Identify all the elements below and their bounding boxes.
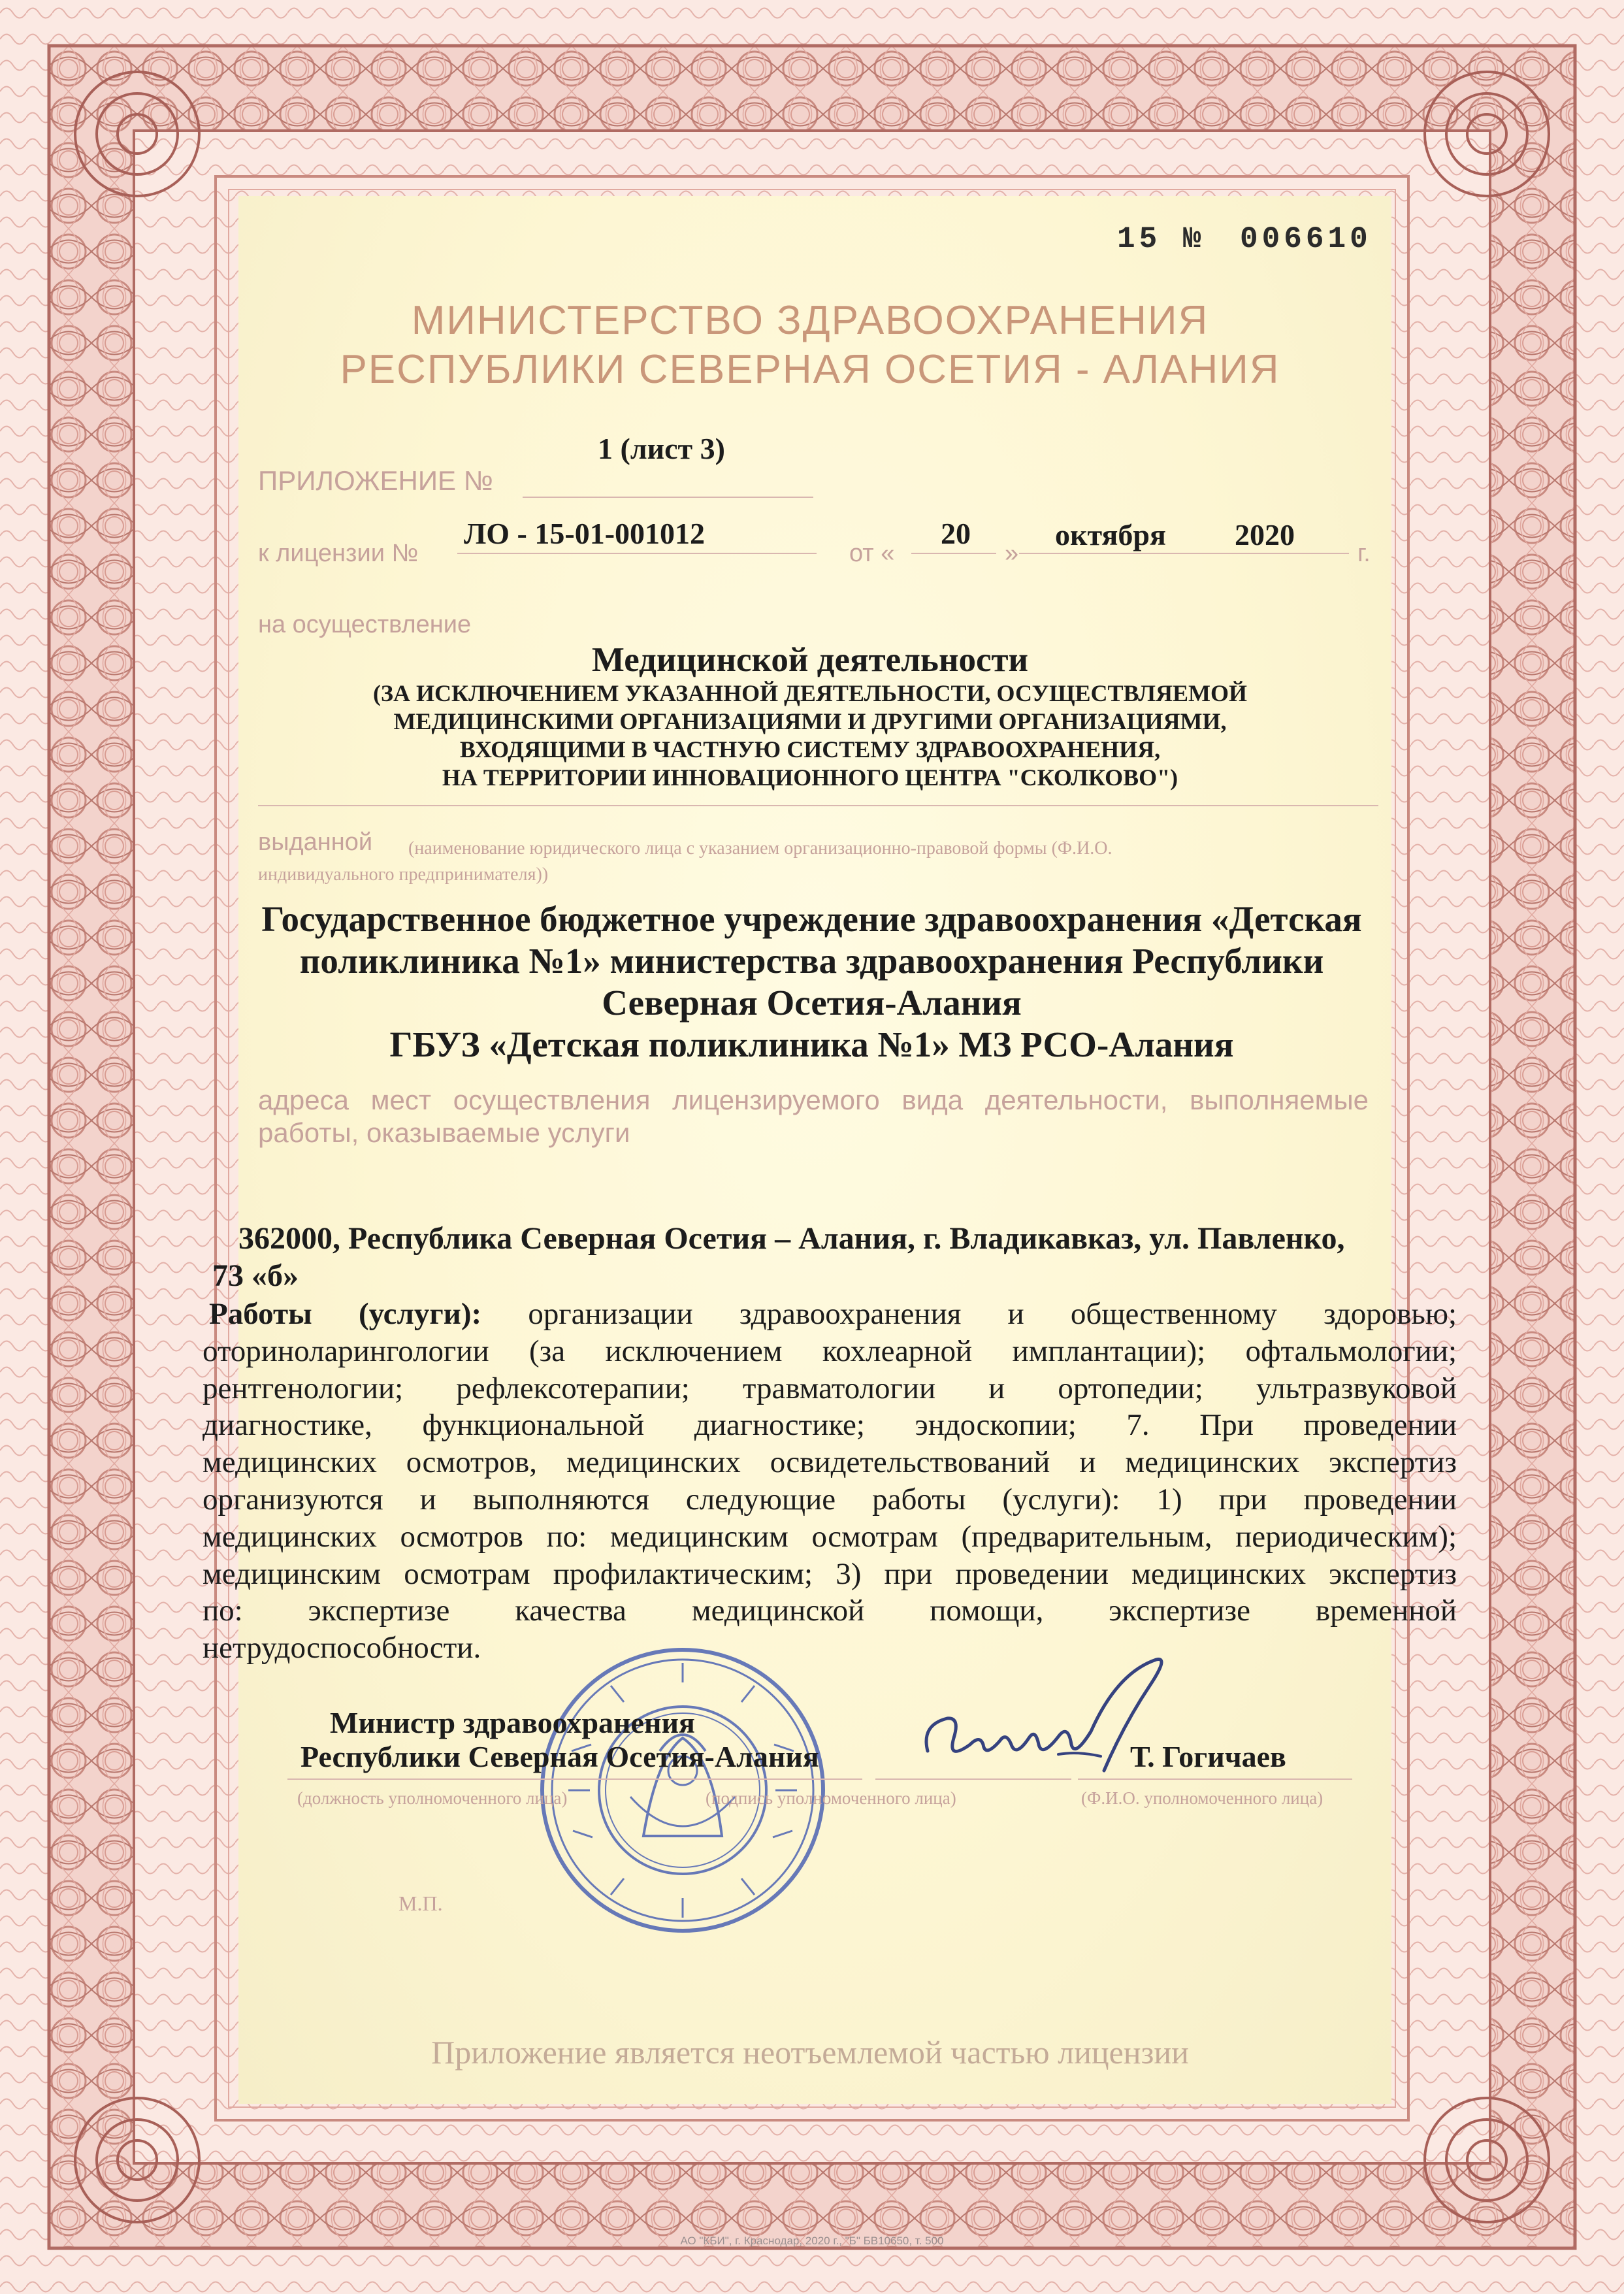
signature-hint: (подпись уполномоченного лица) (706, 1788, 956, 1808)
organization-name-line: поликлиника №1» министерства здравоохранения Республики (299, 941, 1324, 981)
license-label: к лицензии № (258, 540, 419, 567)
license-quote-close: » (1005, 540, 1019, 567)
license-number: ЛО - 15-01-001012 (464, 517, 706, 550)
stamp-place-label: М.П. (398, 1892, 443, 1915)
annex-footer-note: Приложение является неотъемлемой частью лицензии (431, 2034, 1189, 2071)
license-day-underline (911, 553, 996, 554)
activity-label: на осуществление (258, 611, 472, 638)
addresses-label-line-2: работы, оказываемые услуги (258, 1117, 630, 1148)
activity-scope-line: МЕДИЦИНСКИМИ ОРГАНИЗАЦИЯМИ И ДРУГИМИ ОРГАНИЗАЦИЯМИ, (393, 708, 1227, 734)
license-day: 20 (941, 517, 971, 550)
works-line: рентгенологии; рефлексотерапии; травматологии и ортопедии; ультразвуковой (203, 1371, 1457, 1405)
activity-scope-line: ВХОДЯЩИМИ В ЧАСТНУЮ СИСТЕМУ ЗДРАВООХРАНЕНИЯ, (459, 736, 1161, 762)
works-line: Работы (услуги): организации здравоохранения и общественному здоровью; (209, 1297, 1457, 1331)
organization-name-line: Северная Осетия-Алания (602, 983, 1022, 1023)
works-line: нетрудоспособности. (203, 1631, 481, 1665)
ministry-header-line-2: РЕСПУБЛИКИ СЕВЕРНАЯ ОСЕТИЯ - АЛАНИЯ (340, 347, 1280, 392)
issued-hint-line-2: индивидуального предпринимателя)) (258, 864, 549, 885)
license-from-label: от « (849, 540, 895, 567)
annex-underline (523, 497, 813, 498)
issued-hint-line-1: (наименование юридического лица с указанием организационно-правовой формы (Ф.И.О. (408, 838, 1112, 859)
license-number-underline (457, 553, 817, 554)
serial-series: 15 (1117, 222, 1161, 256)
works-line: диагностике, функциональной диагностике; эндоскопии; 7. При проведении (203, 1408, 1457, 1443)
form-serial-number (1117, 222, 1372, 256)
works-line: по: экспертизе качества медицинской помощи, экспертизе временной (203, 1594, 1457, 1628)
license-month: октября (1055, 518, 1166, 551)
activity-scope-line: (ЗА ИСКЛЮЧЕНИЕМ УКАЗАННОЙ ДЕЯТЕЛЬНОСТИ, ОСУЩЕСТВЛЯЕМОЙ (373, 680, 1247, 706)
address-line-2: 73 «б» (212, 1258, 299, 1293)
works-list (203, 1296, 1457, 1667)
works-line: оториноларингологии (за исключением кохлеарной имплантации); офтальмологии; (203, 1334, 1457, 1368)
signatory-name: Т. Гогичаев (1130, 1740, 1286, 1773)
works-line: медицинских осмотров по: медицинским осмотрам (предварительным, периодическим); (203, 1519, 1457, 1554)
license-date-underline (1019, 553, 1349, 554)
handwritten-signature (908, 1647, 1195, 1797)
position-hint: (должность уполномоченного лица) (297, 1788, 568, 1808)
license-year: 2020 (1235, 518, 1295, 551)
printer-imprint: АО "КБИ", г. Краснодар, 2020 г., "Б" БВ10650, т. 500 (680, 2235, 944, 2247)
signatory-position-line-1: Министр здравоохранения (330, 1706, 695, 1739)
activity-title: Медицинской деятельности (591, 641, 1029, 679)
works-label: Работы (услуги): (209, 1297, 482, 1331)
works-line: медицинских осмотров, медицинских освидетельствований и медицинских экспертиз (203, 1445, 1457, 1480)
activity-underline (258, 805, 1378, 806)
activity-scope-line: НА ТЕРРИТОРИИ ИННОВАЦИОННОГО ЦЕНТРА "СКОЛКОВО") (442, 764, 1178, 791)
issued-label: выданной (258, 828, 373, 856)
activity-scope (261, 680, 1359, 792)
addresses-label-line-1: адреса мест осуществления лицензируемого вида деятельности, выполняемые (258, 1085, 1369, 1115)
serial-number: 006610 (1240, 222, 1372, 256)
name-hint: (Ф.И.О. уполномоченного лица) (1081, 1788, 1324, 1808)
works-line: организуются и выполняются следующие работы (услуги): 1) при проведении (203, 1482, 1457, 1516)
address-line-1: 362000, Республика Северная Осетия – Алания, г. Владикавказ, ул. Павленко, (238, 1221, 1345, 1256)
license-year-suffix: г. (1357, 540, 1371, 567)
organization-name-line: Государственное бюджетное учреждение здравоохранения «Детская (261, 899, 1362, 939)
annex-number: 1 (лист 3) (598, 432, 725, 465)
annex-label: ПРИЛОЖЕНИЕ № (258, 465, 493, 496)
signatory-position-line-2: Республики Северная Осетия-Алания (300, 1740, 819, 1773)
organization-short-name: ГБУЗ «Детская поликлиника №1» МЗ РСО-Алания (389, 1024, 1234, 1064)
organization-name (216, 898, 1408, 1066)
works-line: медицинским осмотрам профилактическим; 3) при проведении медицинских экспертиз (203, 1556, 1457, 1591)
serial-no-sign: № (1182, 222, 1205, 256)
position-underline (287, 1778, 862, 1780)
ministry-header-line-1: МИНИСТЕРСТВО ЗДРАВООХРАНЕНИЯ (411, 298, 1209, 343)
